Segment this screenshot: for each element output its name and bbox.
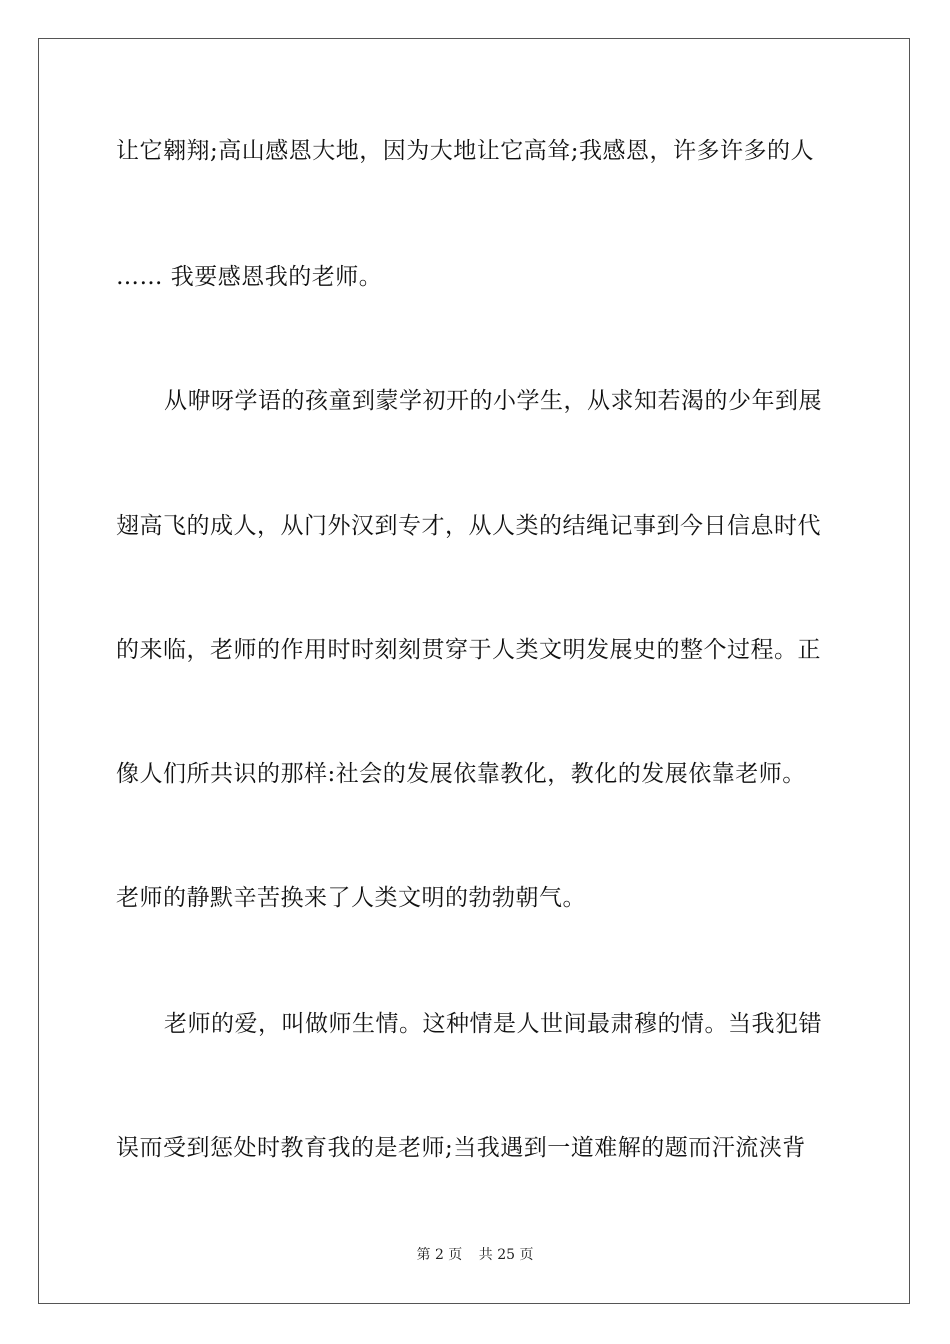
body-line-4: 翅高飞的成人，从门外汉到专才，从人类的结绳记事到今日信息时代: [116, 513, 821, 539]
body-line-6: 像人们所共识的那样:社会的发展依靠教化，教化的发展依靠老师。: [116, 761, 806, 787]
page-number: 第 2 页: [416, 1247, 463, 1263]
page-footer: [0, 1246, 950, 1264]
body-line-5: 的来临，老师的作用时时刻刻贯穿于人类文明发展史的整个过程。正: [116, 637, 821, 663]
total-pages: 共 25 页: [478, 1247, 534, 1263]
page-border: [38, 38, 910, 1304]
paragraph-start-line: 从咿呀学语的孩童到蒙学初开的小学生，从求知若渴的少年到展: [164, 388, 822, 414]
body-line-2: …… 我要感恩我的老师。: [116, 264, 383, 290]
body-line-9: 误而受到惩处时教育我的是老师;当我遇到一道难解的题而汗流浃背: [116, 1135, 806, 1161]
body-line-1: 让它翱翔;高山感恩大地，因为大地让它高耸;我感恩，许多许多的人: [116, 138, 814, 164]
body-line-7: 老师的静默辛苦换来了人类文明的勃勃朝气。: [116, 885, 586, 911]
paragraph-start-line: 老师的爱，叫做师生情。这种情是人世间最肃穆的情。当我犯错: [164, 1011, 822, 1037]
